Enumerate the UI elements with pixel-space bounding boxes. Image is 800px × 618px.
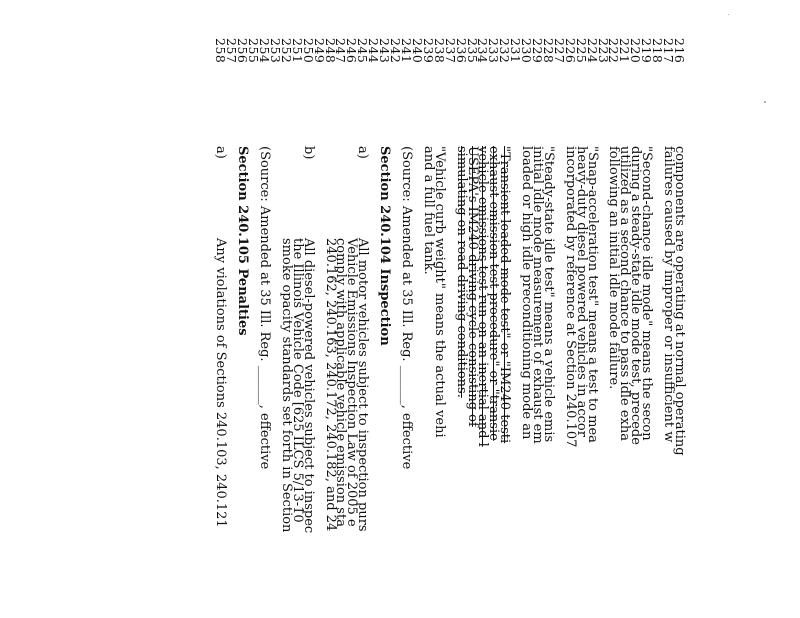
section-heading: Section 240.104 Inspection	[377, 146, 393, 346]
line-number: 251	[289, 38, 305, 64]
line-number: 219	[639, 38, 655, 64]
line-number: 246	[344, 38, 360, 64]
scan-speck	[728, 14, 729, 15]
line-number: 220	[628, 38, 644, 64]
line-number: 227	[551, 38, 567, 64]
line-number: 255	[246, 38, 262, 64]
line-number: 228	[540, 38, 556, 64]
line-number: 252	[278, 38, 294, 64]
line-number: 236	[453, 38, 469, 64]
line-number: 240	[409, 38, 425, 64]
line-number: 225	[573, 38, 589, 64]
line-number: 231	[508, 38, 524, 64]
line-number: 226	[562, 38, 578, 64]
line-text: simulating on-road driving conditions.	[453, 146, 469, 398]
subsection-label: a)	[213, 146, 229, 159]
line-number: 237	[442, 38, 458, 64]
line-number: 258	[213, 38, 229, 64]
line-text: "Snap-acceleration test" means a test to mea	[584, 146, 600, 443]
line-number: 243	[377, 38, 393, 64]
line-number: 249	[311, 38, 327, 64]
line-number: 253	[267, 38, 283, 64]
subsection-label: b)	[300, 146, 316, 160]
line-number: 224	[584, 38, 600, 64]
line-number: 241	[399, 38, 414, 64]
line-text: "Steady-state idle test" means a vehicle emis	[540, 146, 556, 443]
line-number: 229	[530, 38, 546, 64]
line-number: 221	[617, 38, 633, 64]
line-text: exhaust emission test procedure" or "transie	[486, 146, 502, 441]
line-number: 245	[355, 38, 371, 64]
line-number: 223	[595, 38, 611, 64]
line-text: components are operating at normal operating	[672, 146, 687, 456]
line-number: 257	[224, 38, 240, 64]
line-text: 240.162, 240.163, 240.172, 240.182, and 24	[322, 238, 338, 532]
line-text: Vehicle Emissions Inspection Law of 2005 e	[344, 238, 360, 527]
line-text: (Source: Amended at 35 Ill. Reg. ______, effective	[399, 146, 414, 470]
line-number: 239	[420, 38, 436, 64]
line-number: 235	[464, 38, 480, 64]
line-text: loaded or high idle preconditioning mode an	[519, 146, 535, 440]
line-text: (Source: Amended at 35 Ill. Reg. ______, effective	[257, 146, 273, 470]
line-number: 254	[257, 38, 273, 64]
line-text: smoke opacity standards set forth in Section	[278, 238, 294, 533]
line-number: 256	[235, 38, 251, 64]
line-text: utilized as a second chance to pass idle exha	[617, 146, 633, 442]
line-number: 234	[475, 38, 491, 64]
line-number: 222	[606, 38, 622, 64]
line-number: 233	[486, 38, 502, 64]
line-text: failures caused by improper or insufficient w	[661, 146, 677, 443]
line-number: 238	[431, 38, 447, 64]
line-number: 248	[322, 38, 338, 64]
line-text: All motor vehicles subject to inspection purs	[355, 238, 371, 532]
line-number: 216	[672, 38, 687, 64]
line-number: 242	[388, 38, 404, 64]
line-text: USEPA's IM240 driving cycle consisting of	[464, 146, 480, 427]
line-text: the Illinois Vehicle Code [625 ILCS 5/13-10	[289, 238, 305, 523]
line-text: and a full fuel tank.	[420, 146, 436, 275]
line-text: following an initial idle mode failure.	[606, 146, 622, 390]
line-text: vehicle emissions test run on an inertial and l	[475, 146, 491, 447]
line-text: All diesel-powered vehicles subject to inspec	[300, 238, 316, 534]
line-number: 217	[661, 38, 677, 64]
line-number: 232	[497, 38, 513, 64]
line-text: incorporated by reference at Section 240.107	[562, 146, 578, 448]
line-text: "Second-chance idle mode" means the secon	[639, 146, 655, 441]
line-text: "Transient loaded mode test" or "IM240 testi	[497, 146, 513, 444]
subsection-label: a)	[355, 146, 371, 159]
line-number: 250	[300, 38, 316, 64]
line-text: "Vehicle curb weight" means the actual vehi	[431, 146, 447, 438]
line-text: heavy-duty diesel powered vehicles in accor	[573, 146, 589, 437]
scan-speck	[764, 101, 766, 103]
line-number: 247	[333, 38, 349, 64]
line-text: Any violations of Sections 240.103, 240.121	[213, 238, 229, 528]
line-text: during a steady-state idle mode test, precede	[628, 146, 644, 445]
section-heading: Section 240.105 Penalties	[235, 146, 251, 336]
line-number: 244	[366, 38, 382, 64]
line-text: initial idle mode measurement of exhaust em	[530, 146, 546, 444]
line-number: 230	[519, 38, 535, 64]
line-text: comply with applicable vehicle emission sta	[333, 238, 349, 527]
line-number: 218	[650, 38, 666, 64]
